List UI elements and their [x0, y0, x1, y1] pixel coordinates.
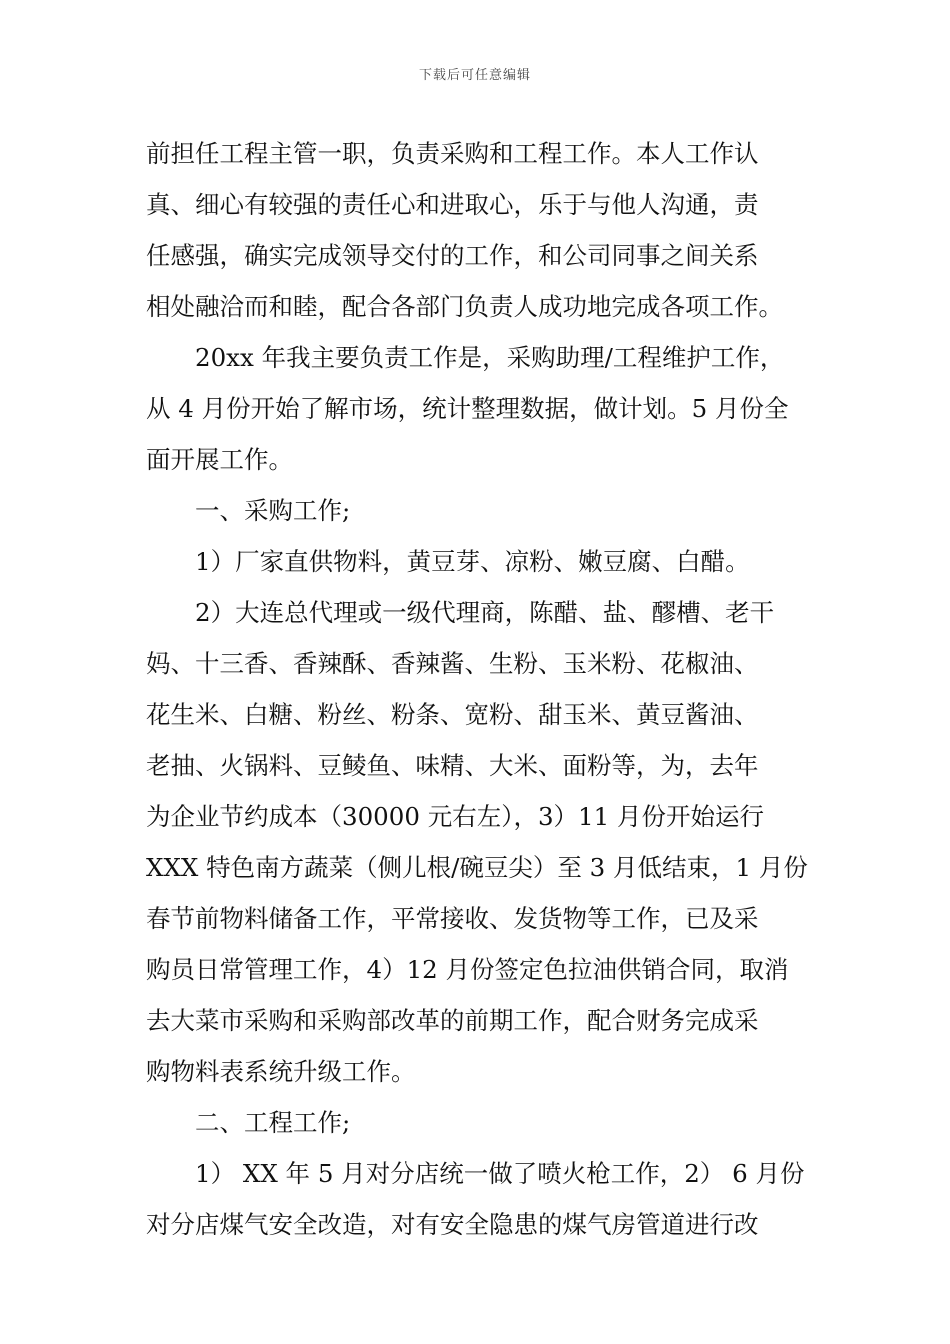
text-line: 对分店煤气安全改造，对有安全隐患的煤气房管道进行改	[146, 1210, 759, 1239]
text-line: 春节前物料储备工作，平常接收、发货物等工作，已及采	[146, 904, 759, 933]
page-header: 下载后可任意编辑	[418, 68, 531, 83]
section-heading: 二、工程工作;	[195, 1108, 351, 1137]
text-line: 2）大连总代理或一级代理商，陈醋、盐、醪槽、老干	[195, 598, 775, 627]
text-line: 1） XX 年 5 月对分店统一做了喷火枪工作，2） 6 月份	[195, 1159, 805, 1188]
text-line: 真、细心有较强的责任心和进取心，乐于与他人沟通，责	[146, 190, 759, 219]
text-line: 从 4 月份开始了解市场，统计整理数据，做计划。5 月份全	[146, 394, 789, 423]
text-line: 老抽、火锅料、豆鲮鱼、味精、大米、面粉等，为，去年	[146, 751, 759, 780]
text-line: 妈、十三香、香辣酥、香辣酱、生粉、玉米粉、花椒油、	[146, 649, 759, 678]
document-body	[146, 128, 814, 1250]
text-line: 20xx 年我主要负责工作是，采购助理/工程维护工作，	[195, 343, 785, 372]
text-line: 前担任工程主管一职，负责采购和工程工作。本人工作认	[146, 139, 759, 168]
text-line: 为企业节约成本（30000 元右左），3）11 月份开始运行	[146, 802, 765, 831]
section-heading: 一、采购工作;	[195, 496, 351, 525]
text-line: 1）厂家直供物料，黄豆芽、凉粉、嫩豆腐、白醋。	[195, 547, 750, 576]
text-line: 任感强，确实完成领导交付的工作，和公司同事之间关系	[146, 241, 759, 270]
text-line: 购员日常管理工作，4）12 月份签定色拉油供销合同，取消	[146, 955, 789, 984]
text-line: 花生米、白糖、粉丝、粉条、宽粉、甜玉米、黄豆酱油、	[146, 700, 759, 729]
text-line: 购物料表系统升级工作。	[146, 1057, 416, 1086]
text-line: XXX 特色南方蔬菜（侧儿根/碗豆尖）至 3 月低结束，1 月份	[146, 853, 808, 882]
text-line: 相处融洽而和睦，配合各部门负责人成功地完成各项工作。	[146, 292, 783, 321]
text-line: 去大菜市采购和采购部改革的前期工作，配合财务完成采	[146, 1006, 759, 1035]
text-line: 面开展工作。	[146, 445, 293, 474]
